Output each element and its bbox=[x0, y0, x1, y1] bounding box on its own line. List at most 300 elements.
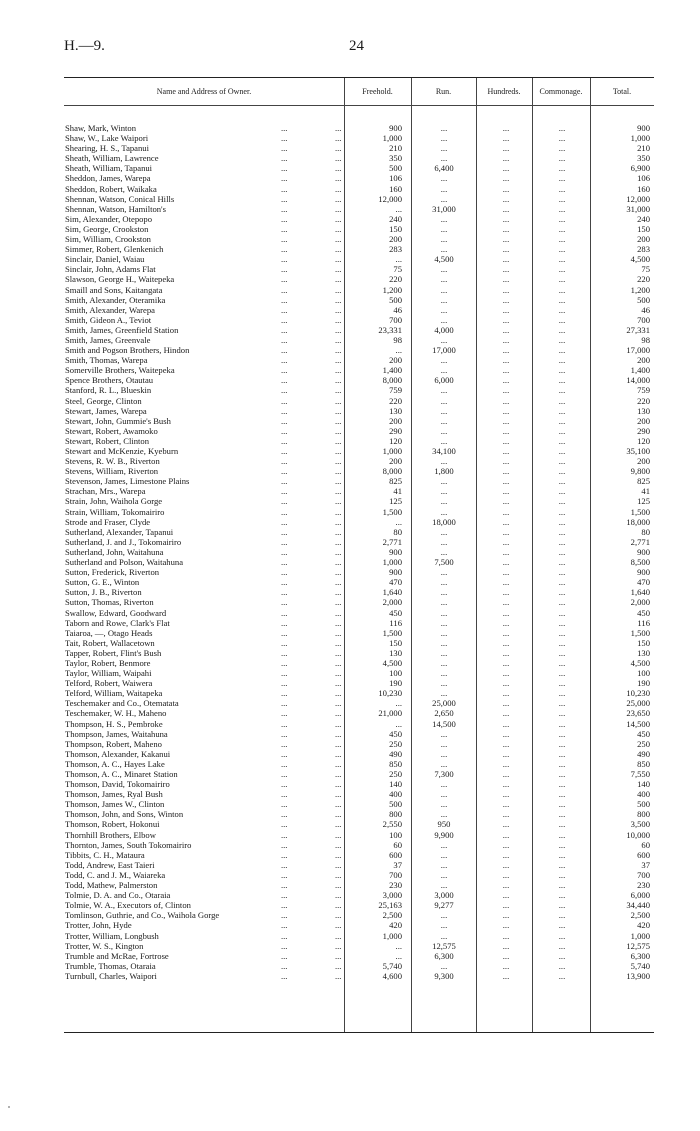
owner-name: Taylor, William, Waipahi bbox=[65, 668, 152, 679]
run-value: ... bbox=[440, 627, 448, 638]
commonage-value: ... bbox=[558, 799, 566, 810]
owner-name: Strode and Fraser, Clyde bbox=[65, 516, 151, 527]
leader-dots: ... bbox=[335, 153, 342, 164]
leader-dots: ... bbox=[335, 647, 342, 658]
commonage-value: ... bbox=[558, 708, 566, 719]
hundreds-value: ... bbox=[502, 627, 510, 638]
total-value: 120 bbox=[637, 435, 650, 446]
leader-dots: ... bbox=[335, 405, 342, 416]
hundreds-value: ... bbox=[502, 587, 510, 598]
hundreds-value: ... bbox=[502, 970, 510, 981]
total-value: 1,500 bbox=[630, 506, 650, 517]
owner-name: Turnbull, Charles, Waipori bbox=[65, 970, 157, 981]
freehold-value: 500 bbox=[389, 799, 402, 810]
hundreds-value: ... bbox=[502, 516, 510, 527]
leader-dots: ... bbox=[281, 314, 288, 325]
run-value: ... bbox=[440, 304, 448, 315]
leader-dots: ... bbox=[281, 486, 288, 497]
freehold-value: ... bbox=[395, 718, 402, 729]
freehold-value: 21,000 bbox=[378, 708, 402, 719]
run-value: 6,000 bbox=[434, 375, 454, 386]
table-row bbox=[64, 668, 654, 678]
leader-dots: ... bbox=[335, 607, 342, 618]
commonage-value: ... bbox=[558, 890, 566, 901]
leader-dots: ... bbox=[335, 324, 342, 335]
owner-name: Tait, Robert, Wallacetown bbox=[65, 637, 155, 648]
freehold-value: 150 bbox=[389, 637, 402, 648]
run-value: ... bbox=[440, 738, 448, 749]
leader-dots: ... bbox=[335, 365, 342, 376]
leader-dots: ... bbox=[335, 890, 342, 901]
run-value: ... bbox=[440, 880, 448, 891]
leader-dots: ... bbox=[281, 123, 288, 133]
hundreds-value: ... bbox=[502, 435, 510, 446]
leader-dots: ... bbox=[335, 678, 342, 689]
commonage-value: ... bbox=[558, 678, 566, 689]
table-row bbox=[64, 618, 654, 628]
leader-dots: ... bbox=[281, 294, 288, 305]
run-value: ... bbox=[440, 143, 448, 154]
commonage-value: ... bbox=[558, 375, 566, 386]
leader-dots: ... bbox=[281, 758, 288, 769]
total-value: 3,500 bbox=[630, 819, 650, 830]
column-header-commonage: Commonage. bbox=[539, 87, 583, 96]
freehold-value: 230 bbox=[389, 880, 402, 891]
owner-name: Simmer, Robert, Glenkenich bbox=[65, 244, 164, 255]
leader-dots: ... bbox=[281, 869, 288, 880]
hundreds-value: ... bbox=[502, 688, 510, 699]
total-value: 27,331 bbox=[626, 324, 650, 335]
total-value: 400 bbox=[637, 789, 650, 800]
hundreds-value: ... bbox=[502, 486, 510, 497]
commonage-value: ... bbox=[558, 880, 566, 891]
hundreds-value: ... bbox=[502, 728, 510, 739]
total-value: 7,550 bbox=[630, 769, 650, 779]
table-row bbox=[64, 396, 654, 406]
run-value: ... bbox=[440, 213, 448, 224]
run-value: 7,300 bbox=[434, 769, 454, 779]
freehold-value: ... bbox=[395, 254, 402, 265]
commonage-value: ... bbox=[558, 970, 566, 981]
leader-dots: ... bbox=[281, 597, 288, 608]
table-row bbox=[64, 254, 654, 264]
owner-name: Shaw, W., Lake Waipori bbox=[65, 133, 149, 144]
owner-name: Strachan, Mrs., Warepa bbox=[65, 486, 146, 497]
commonage-value: ... bbox=[558, 264, 566, 275]
owner-name: Teschemaker and Co., Otematata bbox=[65, 698, 179, 709]
freehold-value: 116 bbox=[389, 617, 402, 628]
hundreds-value: ... bbox=[502, 849, 510, 860]
total-value: 8,500 bbox=[630, 557, 650, 568]
total-value: 1,500 bbox=[630, 627, 650, 638]
owner-name: Strain, William, Tokomairiro bbox=[65, 506, 165, 517]
run-value: 12,575 bbox=[432, 940, 456, 951]
hundreds-value: ... bbox=[502, 769, 510, 779]
run-value: ... bbox=[440, 365, 448, 376]
leader-dots: ... bbox=[281, 960, 288, 971]
commonage-value: ... bbox=[558, 274, 566, 285]
table-row bbox=[64, 608, 654, 618]
commonage-value: ... bbox=[558, 668, 566, 679]
total-value: 825 bbox=[637, 476, 650, 487]
table-row bbox=[64, 830, 654, 840]
table-row bbox=[64, 274, 654, 284]
commonage-value: ... bbox=[558, 395, 566, 406]
leader-dots: ... bbox=[281, 395, 288, 406]
owner-name: Stewart, John, Gummie's Bush bbox=[65, 415, 171, 426]
hundreds-value: ... bbox=[502, 133, 510, 144]
leader-dots: ... bbox=[281, 577, 288, 588]
total-value: 23,650 bbox=[626, 708, 650, 719]
leader-dots: ... bbox=[281, 365, 288, 376]
leader-dots: ... bbox=[281, 375, 288, 386]
total-value: 140 bbox=[637, 779, 650, 790]
column-header-freehold: Freehold. bbox=[362, 87, 393, 96]
leader-dots: ... bbox=[281, 587, 288, 598]
hundreds-value: ... bbox=[502, 153, 510, 164]
owner-name: Smith and Pogson Brothers, Hindon bbox=[65, 345, 190, 356]
commonage-value: ... bbox=[558, 738, 566, 749]
leader-dots: ... bbox=[335, 133, 342, 144]
commonage-value: ... bbox=[558, 163, 566, 174]
owner-name: Tolmie, D. A. and Co., Otaraia bbox=[65, 890, 171, 901]
owner-name: Thomson, A. C., Minaret Station bbox=[65, 769, 178, 779]
commonage-value: ... bbox=[558, 698, 566, 709]
hundreds-value: ... bbox=[502, 799, 510, 810]
commonage-value: ... bbox=[558, 829, 566, 840]
total-value: 98 bbox=[641, 334, 650, 345]
commonage-value: ... bbox=[558, 748, 566, 759]
total-value: 2,000 bbox=[630, 597, 650, 608]
freehold-value: 60 bbox=[393, 839, 402, 850]
table-row bbox=[64, 375, 654, 385]
freehold-value: 100 bbox=[389, 829, 402, 840]
leader-dots: ... bbox=[335, 395, 342, 406]
freehold-value: 125 bbox=[389, 496, 402, 507]
freehold-value: ... bbox=[395, 516, 402, 527]
table-row bbox=[64, 244, 654, 254]
leader-dots: ... bbox=[281, 688, 288, 699]
hundreds-value: ... bbox=[502, 244, 510, 255]
hundreds-value: ... bbox=[502, 506, 510, 517]
freehold-value: 3,000 bbox=[382, 890, 402, 901]
table-row bbox=[64, 385, 654, 395]
hundreds-value: ... bbox=[502, 657, 510, 668]
commonage-value: ... bbox=[558, 910, 566, 921]
freehold-value: 5,740 bbox=[382, 960, 402, 971]
owner-name: Sheath, William, Tapanui bbox=[65, 163, 153, 174]
hundreds-value: ... bbox=[502, 213, 510, 224]
leader-dots: ... bbox=[281, 930, 288, 941]
owner-name: Stewart, James, Warepa bbox=[65, 405, 147, 416]
hundreds-value: ... bbox=[502, 193, 510, 204]
leader-dots: ... bbox=[335, 880, 342, 891]
table-row bbox=[64, 527, 654, 537]
commonage-value: ... bbox=[558, 294, 566, 305]
freehold-value: 283 bbox=[389, 244, 402, 255]
owner-name: Tolmie, W. A., Executors of, Clinton bbox=[65, 900, 191, 911]
leader-dots: ... bbox=[335, 123, 342, 133]
freehold-value: 190 bbox=[389, 678, 402, 689]
table-row bbox=[64, 123, 654, 133]
table-row bbox=[64, 285, 654, 295]
leader-dots: ... bbox=[281, 698, 288, 709]
freehold-value: 500 bbox=[389, 294, 402, 305]
total-value: 14,500 bbox=[626, 718, 650, 729]
run-value: ... bbox=[440, 839, 448, 850]
run-value: ... bbox=[440, 597, 448, 608]
leader-dots: ... bbox=[335, 900, 342, 911]
freehold-value: 400 bbox=[389, 789, 402, 800]
owner-name: Thomson, John, and Sons, Winton bbox=[65, 809, 184, 820]
total-value: 150 bbox=[637, 637, 650, 648]
freehold-value: 900 bbox=[389, 123, 402, 133]
commonage-value: ... bbox=[558, 193, 566, 204]
leader-dots: ... bbox=[281, 304, 288, 315]
hundreds-value: ... bbox=[502, 375, 510, 386]
hundreds-value: ... bbox=[502, 637, 510, 648]
total-value: 450 bbox=[637, 607, 650, 618]
run-value: ... bbox=[440, 123, 448, 133]
leader-dots: ... bbox=[335, 597, 342, 608]
total-value: 900 bbox=[637, 123, 650, 133]
owner-name: Stewart and McKenzie, Kyeburn bbox=[65, 446, 179, 456]
run-value: ... bbox=[440, 960, 448, 971]
leader-dots: ... bbox=[281, 718, 288, 729]
commonage-value: ... bbox=[558, 647, 566, 658]
column-header-run: Run. bbox=[435, 87, 452, 96]
run-value: ... bbox=[440, 173, 448, 184]
table-row bbox=[64, 173, 654, 183]
leader-dots: ... bbox=[281, 173, 288, 184]
leader-dots: ... bbox=[281, 446, 288, 456]
table-row bbox=[64, 567, 654, 577]
total-value: 200 bbox=[637, 415, 650, 426]
commonage-value: ... bbox=[558, 526, 566, 537]
run-value: ... bbox=[440, 849, 448, 860]
hundreds-value: ... bbox=[502, 597, 510, 608]
hundreds-value: ... bbox=[502, 405, 510, 416]
owner-name: Sheddon, Robert, Waikaka bbox=[65, 183, 157, 194]
leader-dots: ... bbox=[281, 324, 288, 335]
leader-dots: ... bbox=[335, 758, 342, 769]
leader-dots: ... bbox=[281, 496, 288, 507]
freehold-value: ... bbox=[395, 345, 402, 356]
freehold-value: 700 bbox=[389, 314, 402, 325]
run-value: 9,277 bbox=[434, 900, 454, 911]
owner-name: Smith, James, Greenvale bbox=[65, 334, 151, 345]
total-value: 220 bbox=[637, 274, 650, 285]
commonage-value: ... bbox=[558, 173, 566, 184]
leader-dots: ... bbox=[281, 779, 288, 790]
total-value: 900 bbox=[637, 546, 650, 557]
run-value: ... bbox=[440, 637, 448, 648]
hundreds-value: ... bbox=[502, 940, 510, 951]
leader-dots: ... bbox=[281, 415, 288, 426]
total-value: 420 bbox=[637, 920, 650, 931]
leader-dots: ... bbox=[281, 769, 288, 779]
freehold-value: 240 bbox=[389, 213, 402, 224]
owner-name: Trumble and McRae, Fortrose bbox=[65, 950, 169, 961]
hundreds-value: ... bbox=[502, 789, 510, 800]
owner-name: Sim, George, Crookston bbox=[65, 223, 149, 234]
hundreds-value: ... bbox=[502, 839, 510, 850]
freehold-value: 2,771 bbox=[382, 536, 402, 547]
table-row bbox=[64, 688, 654, 698]
run-value: ... bbox=[440, 577, 448, 588]
total-value: 13,900 bbox=[626, 970, 650, 981]
total-value: 1,000 bbox=[630, 133, 650, 144]
leader-dots: ... bbox=[281, 264, 288, 275]
leader-dots: ... bbox=[281, 425, 288, 436]
leader-dots: ... bbox=[335, 345, 342, 356]
table-row bbox=[64, 678, 654, 688]
commonage-value: ... bbox=[558, 637, 566, 648]
owner-name: Tomlinson, Guthrie, and Co., Waihola Gorge bbox=[65, 910, 220, 921]
owner-name: Smith, Gideon A., Teviot bbox=[65, 314, 152, 325]
leader-dots: ... bbox=[281, 637, 288, 648]
leader-dots: ... bbox=[335, 960, 342, 971]
leader-dots: ... bbox=[335, 940, 342, 951]
leader-dots: ... bbox=[281, 819, 288, 830]
run-value: 6,400 bbox=[434, 163, 454, 174]
hundreds-value: ... bbox=[502, 415, 510, 426]
hundreds-value: ... bbox=[502, 395, 510, 406]
freehold-value: 250 bbox=[389, 769, 402, 779]
total-value: 10,230 bbox=[626, 688, 650, 699]
freehold-value: 450 bbox=[389, 728, 402, 739]
freehold-value: 10,230 bbox=[378, 688, 402, 699]
commonage-value: ... bbox=[558, 859, 566, 870]
leader-dots: ... bbox=[335, 415, 342, 426]
leader-dots: ... bbox=[281, 678, 288, 689]
commonage-value: ... bbox=[558, 355, 566, 366]
run-value: 31,000 bbox=[432, 203, 456, 214]
commonage-value: ... bbox=[558, 607, 566, 618]
leader-dots: ... bbox=[281, 799, 288, 810]
leader-dots: ... bbox=[335, 546, 342, 557]
hundreds-value: ... bbox=[502, 546, 510, 557]
freehold-value: 75 bbox=[393, 264, 402, 275]
leader-dots: ... bbox=[335, 536, 342, 547]
freehold-value: 700 bbox=[389, 869, 402, 880]
leader-dots: ... bbox=[281, 466, 288, 477]
table-row bbox=[64, 597, 654, 607]
commonage-value: ... bbox=[558, 728, 566, 739]
leader-dots: ... bbox=[281, 627, 288, 638]
table-row bbox=[64, 769, 654, 779]
leader-dots: ... bbox=[281, 244, 288, 255]
hundreds-value: ... bbox=[502, 274, 510, 285]
leader-dots: ... bbox=[335, 435, 342, 446]
table-row bbox=[64, 547, 654, 557]
table-row bbox=[64, 416, 654, 426]
freehold-value: 500 bbox=[389, 163, 402, 174]
total-value: 14,000 bbox=[626, 375, 650, 386]
commonage-value: ... bbox=[558, 577, 566, 588]
leader-dots: ... bbox=[335, 526, 342, 537]
total-value: 10,000 bbox=[626, 829, 650, 840]
owner-name: Shennan, Watson, Conical Hills bbox=[65, 193, 175, 204]
owner-name: Sutherland, Alexander, Tapanui bbox=[65, 526, 174, 537]
owner-name: Sheath, William, Lawrence bbox=[65, 153, 159, 164]
leader-dots: ... bbox=[281, 153, 288, 164]
commonage-value: ... bbox=[558, 123, 566, 133]
commonage-value: ... bbox=[558, 789, 566, 800]
total-value: 250 bbox=[637, 738, 650, 749]
owner-name: Stevens, William, Riverton bbox=[65, 466, 159, 477]
page-speck bbox=[8, 1106, 10, 1108]
total-value: 4,500 bbox=[630, 254, 650, 265]
freehold-value: 25,163 bbox=[378, 900, 402, 911]
commonage-value: ... bbox=[558, 385, 566, 396]
hundreds-value: ... bbox=[502, 567, 510, 578]
run-value: ... bbox=[440, 425, 448, 436]
hundreds-value: ... bbox=[502, 334, 510, 345]
freehold-value: 450 bbox=[389, 607, 402, 618]
owner-name: Thornton, James, South Tokomairiro bbox=[65, 839, 192, 850]
leader-dots: ... bbox=[335, 910, 342, 921]
leader-dots: ... bbox=[335, 718, 342, 729]
table-row bbox=[64, 577, 654, 587]
leader-dots: ... bbox=[281, 728, 288, 739]
run-value: 18,000 bbox=[432, 516, 456, 527]
hundreds-value: ... bbox=[502, 647, 510, 658]
hundreds-value: ... bbox=[502, 960, 510, 971]
total-value: 230 bbox=[637, 880, 650, 891]
run-value: ... bbox=[440, 274, 448, 285]
total-value: 240 bbox=[637, 213, 650, 224]
leader-dots: ... bbox=[335, 789, 342, 800]
leader-dots: ... bbox=[335, 708, 342, 719]
table-row bbox=[64, 184, 654, 194]
table-row bbox=[64, 426, 654, 436]
commonage-value: ... bbox=[558, 930, 566, 941]
leader-dots: ... bbox=[281, 203, 288, 214]
freehold-value: 140 bbox=[389, 779, 402, 790]
table-row bbox=[64, 406, 654, 416]
total-value: 1,400 bbox=[630, 365, 650, 376]
commonage-value: ... bbox=[558, 920, 566, 931]
total-value: 490 bbox=[637, 748, 650, 759]
run-value: ... bbox=[440, 920, 448, 931]
commonage-value: ... bbox=[558, 809, 566, 820]
commonage-value: ... bbox=[558, 567, 566, 578]
total-value: 470 bbox=[637, 577, 650, 588]
run-value: ... bbox=[440, 264, 448, 275]
table-row bbox=[64, 315, 654, 325]
leader-dots: ... bbox=[335, 698, 342, 709]
run-value: ... bbox=[440, 607, 448, 618]
leader-dots: ... bbox=[335, 738, 342, 749]
hundreds-value: ... bbox=[502, 223, 510, 234]
run-value: ... bbox=[440, 415, 448, 426]
hundreds-value: ... bbox=[502, 314, 510, 325]
hundreds-value: ... bbox=[502, 123, 510, 133]
run-value: ... bbox=[440, 668, 448, 679]
freehold-value: 120 bbox=[389, 435, 402, 446]
leader-dots: ... bbox=[335, 930, 342, 941]
hundreds-value: ... bbox=[502, 294, 510, 305]
total-value: 700 bbox=[637, 869, 650, 880]
leader-dots: ... bbox=[335, 516, 342, 527]
leader-dots: ... bbox=[335, 970, 342, 981]
owner-name: Thomson, David, Tokomairiro bbox=[65, 779, 170, 790]
freehold-value: 1,000 bbox=[382, 930, 402, 941]
table-row bbox=[64, 719, 654, 729]
leader-dots: ... bbox=[335, 254, 342, 265]
freehold-value: 4,600 bbox=[382, 970, 402, 981]
